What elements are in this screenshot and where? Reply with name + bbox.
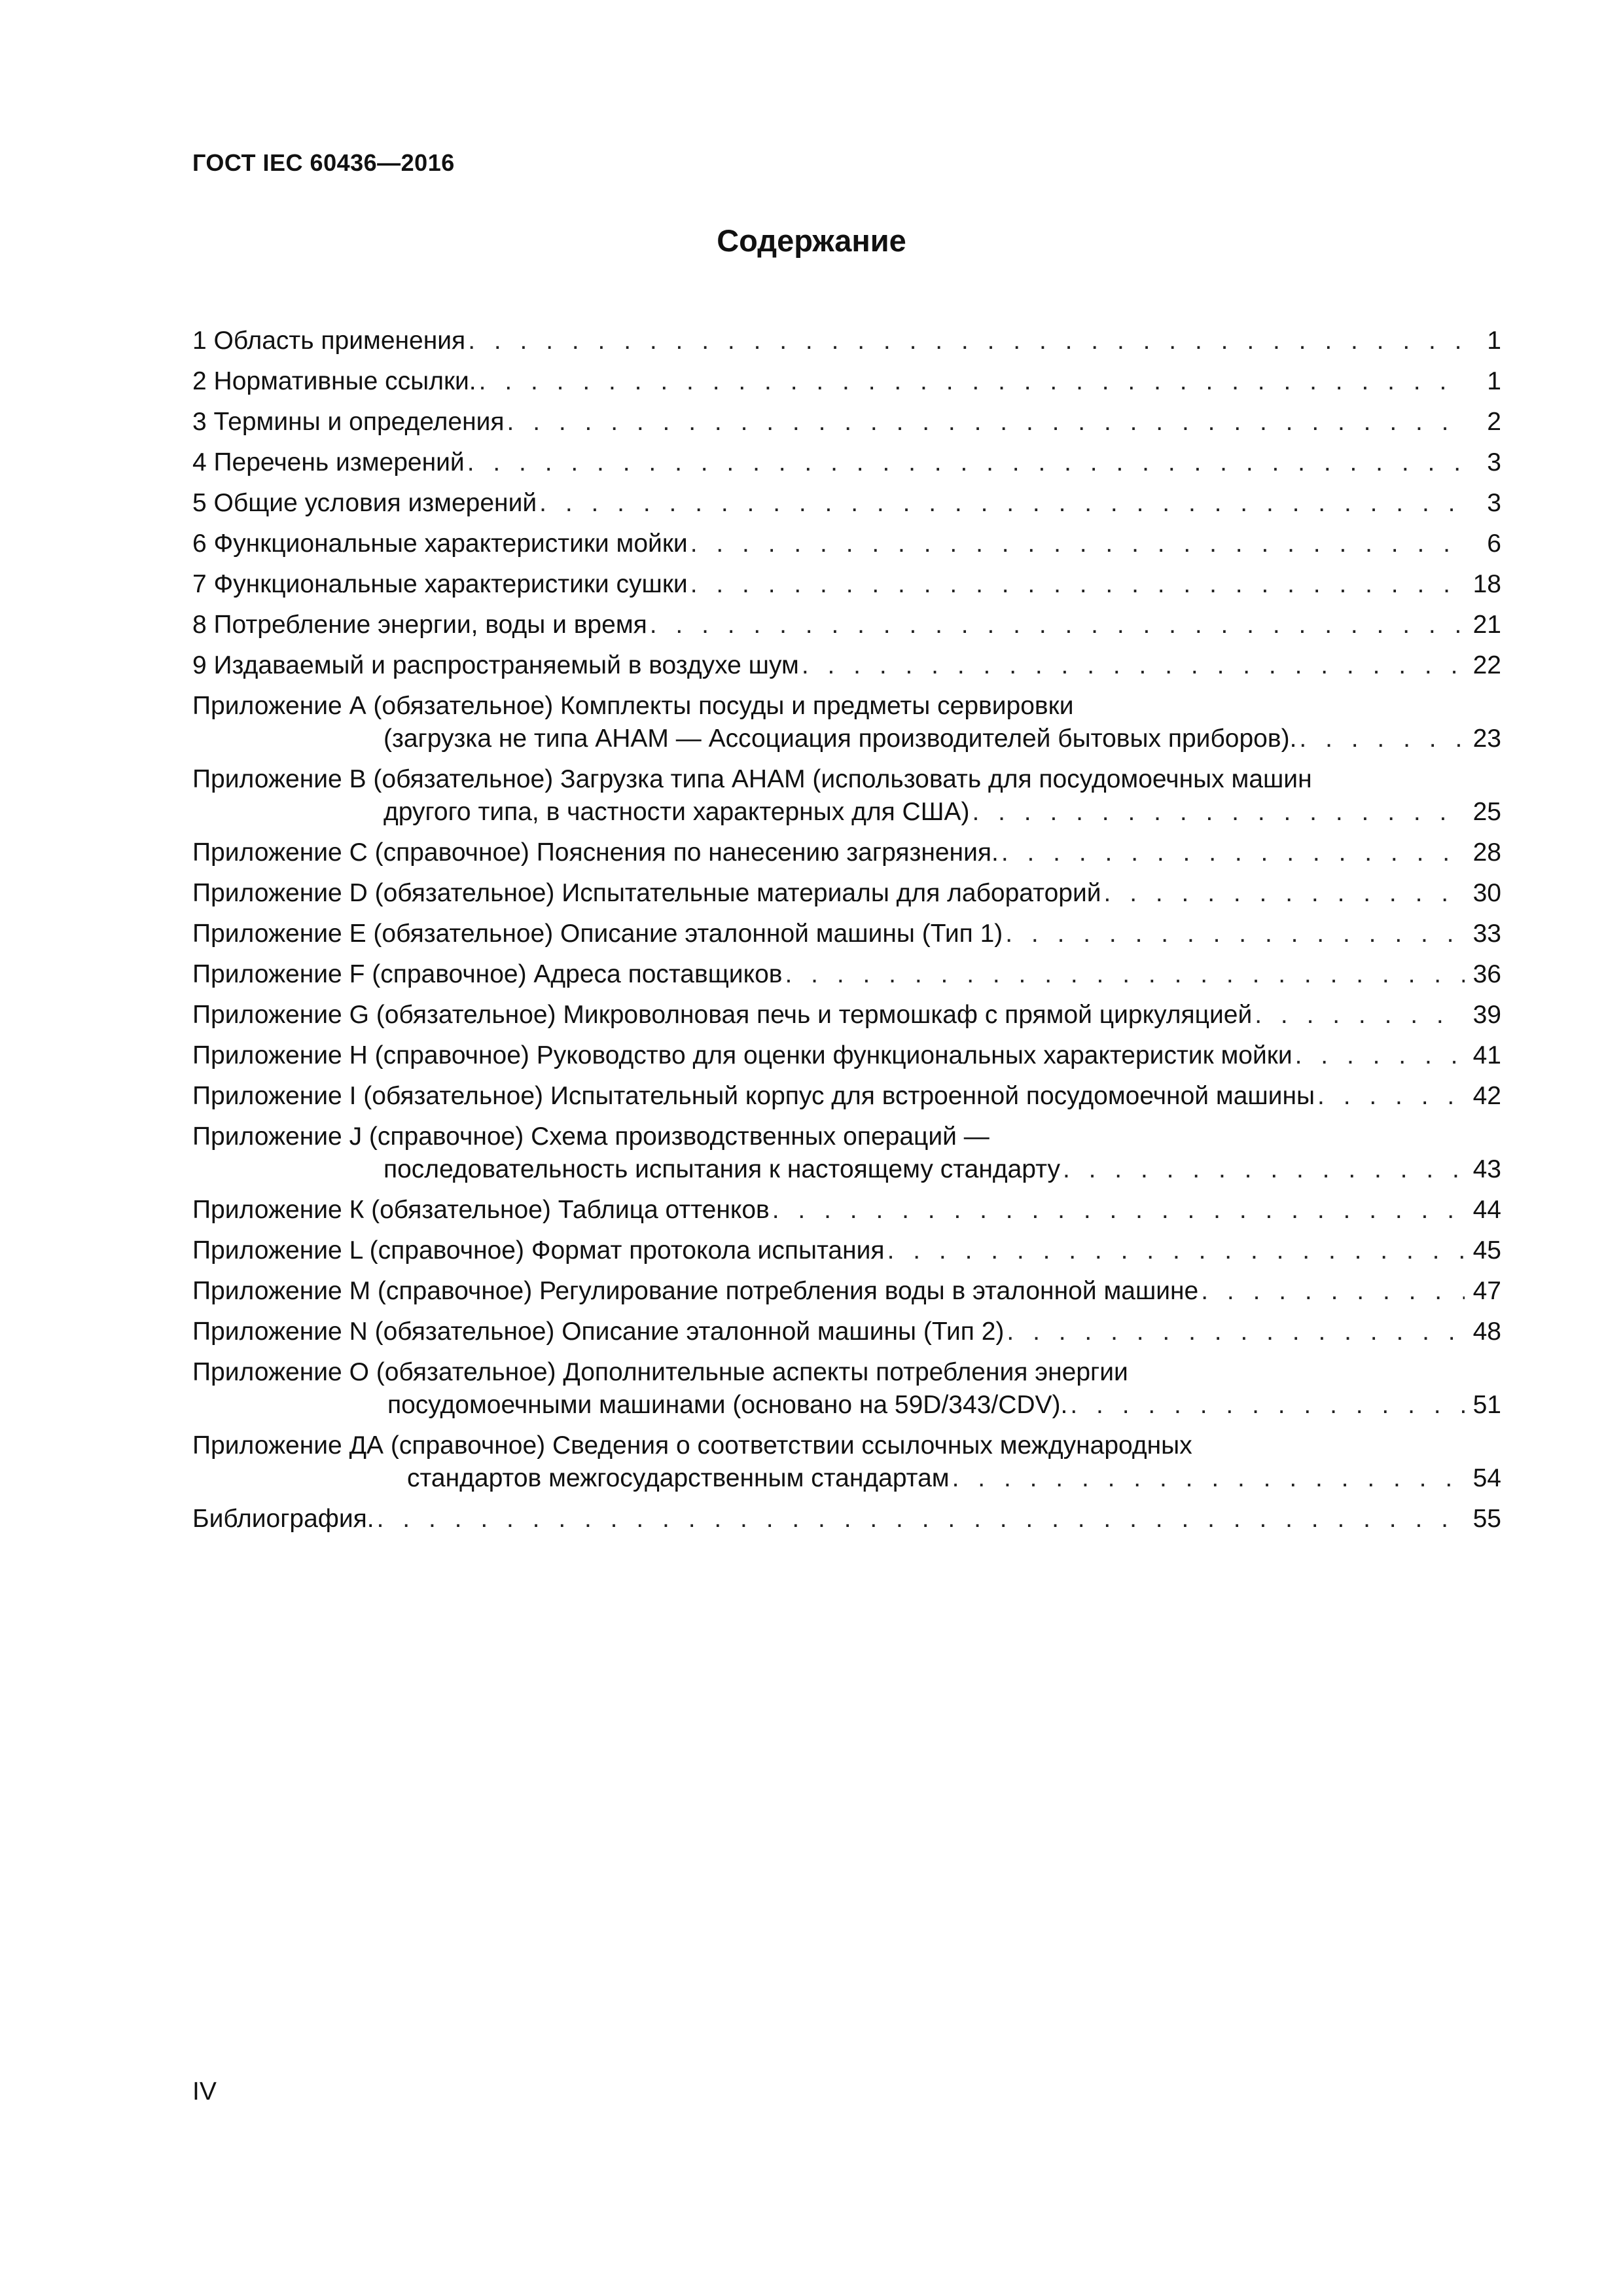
toc-entry-label: Приложение ДА (справочное) Сведения о соответствии ссылочных международных	[192, 1431, 1192, 1460]
toc-page-number: 23	[1472, 725, 1501, 753]
toc-leader-dots	[479, 365, 1465, 398]
toc-entry[interactable]	[192, 918, 1501, 950]
toc-leader-dots	[1295, 1039, 1465, 1072]
toc-page-number: 36	[1472, 960, 1501, 988]
toc-entry[interactable]	[192, 528, 1501, 560]
toc-entry[interactable]	[192, 958, 1501, 991]
toc-page-number: 33	[1472, 920, 1501, 948]
toc-page-number: 54	[1472, 1464, 1501, 1492]
toc-entry[interactable]	[192, 325, 1501, 357]
toc-entry[interactable]	[192, 487, 1501, 520]
toc-entry[interactable]	[192, 1429, 1501, 1495]
toc-leader-dots	[377, 1503, 1465, 1535]
table-of-contents	[192, 325, 1501, 1543]
toc-entry[interactable]	[192, 877, 1501, 910]
toc-leader-dots	[1001, 836, 1465, 869]
toc-entry-label: посудомоечными машинами (основано на 59D/343/CDV).	[387, 1391, 1068, 1419]
toc-entry-label: Приложение L (справочное) Формат протокола испытания	[192, 1236, 885, 1265]
toc-entry-label: Приложение М (справочное) Регулирование потребления воды в эталонной машине	[192, 1277, 1199, 1305]
toc-entry-label: Приложение I (обязательное) Испытательный корпус для встроенной посудомоечной машины	[192, 1082, 1315, 1110]
toc-entry-label: стандартов межгосударственным стандартам	[407, 1464, 950, 1492]
toc-leader-dots	[468, 325, 1465, 357]
toc-leader-dots	[1063, 1153, 1465, 1186]
toc-entry-label: Библиография.	[192, 1505, 374, 1533]
toc-entry[interactable]	[192, 406, 1501, 439]
toc-entry-label: Приложение К (обязательное) Таблица оттенков	[192, 1196, 770, 1224]
toc-entry-label: Приложение Е (обязательное) Описание эталонной машины (Тип 1)	[192, 920, 1003, 948]
toc-entry[interactable]	[192, 649, 1501, 682]
toc-entry[interactable]	[192, 365, 1501, 398]
toc-entry[interactable]	[192, 1275, 1501, 1308]
toc-leader-dots	[467, 446, 1465, 479]
toc-page-number: 47	[1472, 1277, 1501, 1305]
toc-page-number: 43	[1472, 1155, 1501, 1183]
toc-entry-label: Приложение О (обязательное) Дополнительные аспекты потребления энергии	[192, 1358, 1128, 1386]
toc-entry[interactable]	[192, 568, 1501, 601]
toc-entry-label: Приложение F (справочное) Адреса поставщиков	[192, 960, 783, 988]
toc-leader-dots	[1007, 1316, 1465, 1348]
toc-page-number: 48	[1472, 1318, 1501, 1346]
toc-page-number: 30	[1472, 879, 1501, 907]
toc-entry[interactable]	[192, 1356, 1501, 1422]
toc-leader-dots	[785, 958, 1465, 991]
toc-page-number: 45	[1472, 1236, 1501, 1265]
toc-entry[interactable]	[192, 1080, 1501, 1113]
toc-page-number: 2	[1487, 408, 1501, 436]
toc-leader-dots	[1299, 723, 1465, 755]
toc-entry-label: Приложение G (обязательное) Микроволновая печь и термошкаф с прямой циркуляцией	[192, 1001, 1253, 1029]
toc-leader-dots	[772, 1194, 1465, 1227]
toc-leader-dots	[690, 568, 1465, 601]
toc-leader-dots	[507, 406, 1465, 439]
toc-entry[interactable]	[192, 999, 1501, 1031]
toc-entry-label: 7 Функциональные характеристики сушки	[192, 570, 688, 598]
toc-leader-dots	[1255, 999, 1465, 1031]
toc-entry[interactable]	[192, 1194, 1501, 1227]
toc-leader-dots	[887, 1234, 1465, 1267]
toc-leader-dots	[1070, 1389, 1465, 1422]
toc-entry-label: 9 Издаваемый и распространяемый в воздухе шум	[192, 651, 799, 679]
toc-entry-label: другого типа, в частности характерных для США)	[383, 798, 970, 826]
toc-leader-dots	[952, 1462, 1465, 1495]
toc-leader-dots	[690, 528, 1465, 560]
toc-entry[interactable]	[192, 446, 1501, 479]
toc-entry-label: 6 Функциональные характеристики мойки	[192, 529, 688, 558]
toc-leader-dots	[650, 609, 1465, 641]
toc-page-number: 55	[1472, 1505, 1501, 1533]
toc-page-number: 42	[1472, 1082, 1501, 1110]
toc-leader-dots	[972, 796, 1465, 829]
toc-entry-label: 3 Термины и определения	[192, 408, 505, 436]
toc-page-number: 21	[1472, 611, 1501, 639]
toc-page-number: 1	[1487, 367, 1501, 395]
toc-entry[interactable]	[192, 1121, 1501, 1186]
toc-entry[interactable]	[192, 1234, 1501, 1267]
toc-entry[interactable]	[192, 1503, 1501, 1535]
toc-entry[interactable]	[192, 609, 1501, 641]
toc-page-number: 41	[1472, 1041, 1501, 1069]
toc-entry-label: 8 Потребление энергии, воды и время	[192, 611, 647, 639]
toc-leader-dots	[1201, 1275, 1465, 1308]
toc-entry[interactable]	[192, 836, 1501, 869]
toc-entry-label: Приложение А (обязательное) Комплекты посуды и предметы сервировки	[192, 692, 1074, 720]
toc-entry-label: 4 Перечень измерений	[192, 448, 465, 476]
toc-page-number: 1	[1487, 327, 1501, 355]
toc-page-number: 3	[1487, 448, 1501, 476]
document-id: ГОСТ IEC 60436—2016	[192, 149, 455, 176]
toc-leader-dots	[1104, 877, 1465, 910]
toc-entry-label: Приложение J (справочное) Схема производственных операций —	[192, 1122, 990, 1151]
toc-entry-label: Приложение N (обязательное) Описание эталонной машины (Тип 2)	[192, 1318, 1005, 1346]
toc-page-number: 18	[1472, 570, 1501, 598]
toc-entry[interactable]	[192, 763, 1501, 829]
toc-leader-dots	[539, 487, 1465, 520]
toc-entry-label: Приложение С (справочное) Пояснения по нанесению загрязнения.	[192, 838, 999, 867]
toc-leader-dots	[1005, 918, 1465, 950]
toc-page-number: 51	[1472, 1391, 1501, 1419]
toc-entry-label: 2 Нормативные ссылки.	[192, 367, 476, 395]
toc-entry-label: последовательность испытания к настоящему стандарту	[383, 1155, 1060, 1183]
toc-page-number: 22	[1472, 651, 1501, 679]
toc-page-number: 25	[1472, 798, 1501, 826]
toc-page-number: 6	[1487, 529, 1501, 558]
toc-entry-label: Приложение D (обязательное) Испытательные материалы для лабораторий	[192, 879, 1101, 907]
toc-entry-label: 5 Общие условия измерений	[192, 489, 537, 517]
toc-page-number: 3	[1487, 489, 1501, 517]
toc-entry[interactable]	[192, 1039, 1501, 1072]
toc-title: Содержание	[717, 223, 906, 258]
toc-leader-dots	[1317, 1080, 1465, 1113]
toc-entry-label: (загрузка не типа АНАМ — Ассоциация производителей бытовых приборов).	[383, 725, 1297, 753]
toc-page-number: 28	[1472, 838, 1501, 867]
toc-entry-label: Приложение Н (справочное) Руководство для оценки функциональных характеристик мойки	[192, 1041, 1293, 1069]
toc-entry-label: Приложение В (обязательное) Загрузка типа АНАМ (использовать для посудомоечных машин	[192, 765, 1312, 793]
toc-entry[interactable]	[192, 690, 1501, 755]
toc-entry[interactable]	[192, 1316, 1501, 1348]
toc-page-number: 44	[1472, 1196, 1501, 1224]
toc-entry-label: 1 Область применения	[192, 327, 466, 355]
toc-page-number: 39	[1472, 1001, 1501, 1029]
toc-leader-dots	[802, 649, 1465, 682]
page-number: IV	[192, 2077, 217, 2106]
